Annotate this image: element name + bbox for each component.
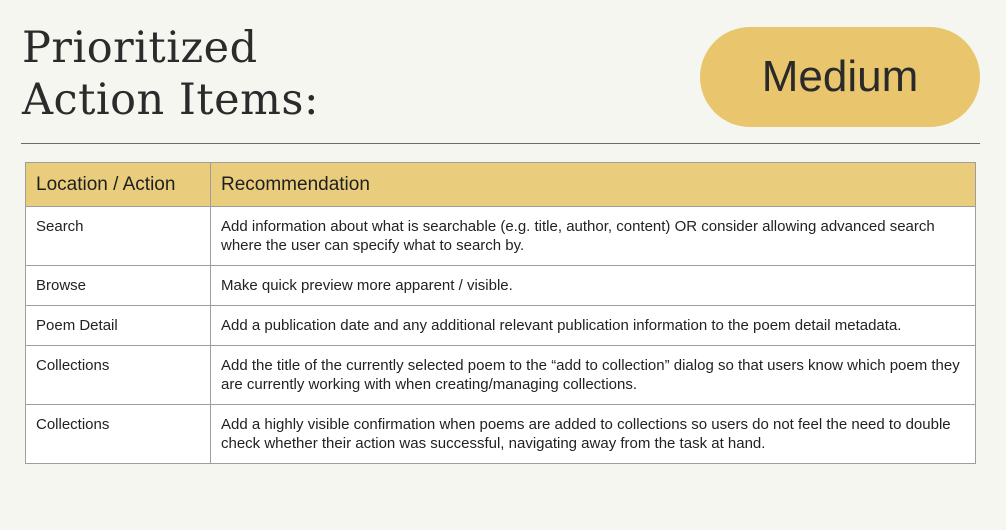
table-row	[26, 207, 976, 266]
table-header-row	[26, 163, 976, 207]
table-row	[26, 306, 976, 346]
recommendation-cell: Add information about what is searchable (e.g. title, author, content) OR consider allowing advanced search where the user can specify what to search by.	[211, 207, 976, 266]
table-row	[26, 346, 976, 405]
recommendation-cell: Make quick preview more apparent / visible.	[211, 266, 976, 306]
recommendation-cell: Add a publication date and any additional relevant publication information to the poem detail metadata.	[211, 306, 976, 346]
table-row	[26, 266, 976, 306]
column-header-recommendation: Recommendation	[211, 163, 976, 207]
location-cell: Browse	[26, 266, 211, 306]
location-cell: Search	[26, 207, 211, 266]
priority-badge: Medium	[700, 27, 980, 127]
page-title-line-2: Action Items:	[22, 75, 319, 125]
title-divider	[21, 143, 980, 144]
table-row	[26, 405, 976, 464]
location-cell: Collections	[26, 346, 211, 405]
location-cell: Poem Detail	[26, 306, 211, 346]
page-title-line-1: Prioritized	[22, 23, 258, 73]
recommendation-cell: Add a highly visible confirmation when poems are added to collections so users do not feel the need to double check whether their action was successful, navigating away from the task at hand.	[211, 405, 976, 464]
recommendation-cell: Add the title of the currently selected poem to the “add to collection” dialog so that users know which poem they are currently working with when creating/managing collections.	[211, 346, 976, 405]
page-title	[22, 22, 319, 126]
action-items-table	[25, 162, 976, 464]
column-header-location: Location / Action	[26, 163, 211, 207]
location-cell: Collections	[26, 405, 211, 464]
